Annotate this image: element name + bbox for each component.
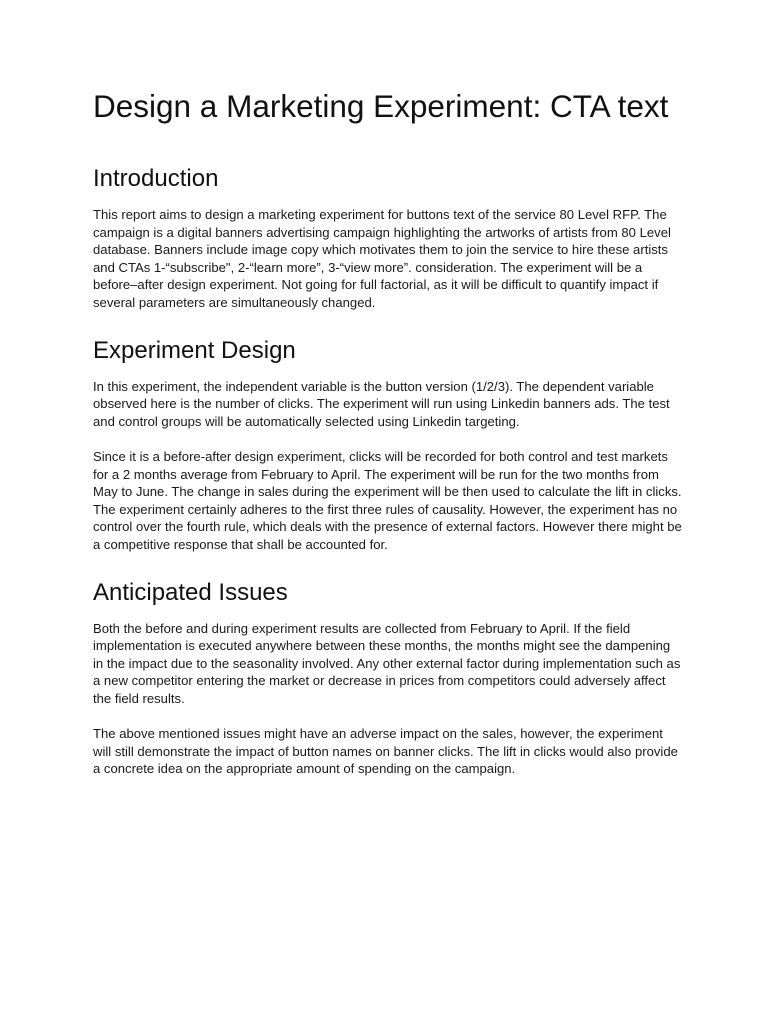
experiment-design-paragraph-1: In this experiment, the independent variable is the button version (1/2/3). The dependent variable observed here is the number of clicks. The experiment will run using Linkedin banners ads. The test and control groups will be automatically selected using Linkedin targeting. [93,378,670,429]
section-heading-experiment-design: Experiment Design [93,336,296,364]
document-page [93,84,683,778]
anticipated-issues-paragraph-1: Both the before and during experiment results are collected from February to April. If the field implementation is executed anywhere between these months, the months might see the dampening in the impact due to the seasonality involved. Any other external factor during implementation such as a new competitor entering the market or decrease in prices from competitors could adversely affect the field results. [93,620,681,706]
anticipated-issues-paragraph-2: The above mentioned issues might have an adverse impact on the sales, however, the experiment will still demonstrate the impact of button names on banner clicks. The lift in clicks would also provide a concrete idea on the appropriate amount of spending on the campaign. [93,726,678,777]
section-experiment-design [93,336,683,554]
experiment-design-paragraph-2: Since it is a before-after design experiment, clicks will be recorded for both control and test markets for a 2 months average from February to April. The experiment will be run for the two months from May to June. The change in sales during the experiment will be then used to calculate the lift in clicks. The experiment certainly adheres to the first three rules of causality. However, the experiment has no control over the fourth rule, which deals with the presence of external factors. However there might be a competitive response that shall be accounted for. [93,448,682,552]
section-anticipated-issues [93,578,683,778]
document-title: Design a Marketing Experiment: CTA text [93,88,669,124]
section-introduction [93,164,683,312]
section-heading-anticipated-issues: Anticipated Issues [93,578,288,606]
section-heading-introduction: Introduction [93,165,219,192]
introduction-paragraph-1: This report aims to design a marketing experiment for buttons text of the service 80 Level RFP. The campaign is a digital banners advertising campaign highlighting the artworks of artists from 80 Level database. Banners include image copy which motivates them to join the service to hire these artists and CTAs 1-“subscribe", 2-“learn more”, 3-“view more”. consideration. The experiment will be a before–after design experiment. Not going for full factorial, as it will be difficult to quantify impact if several parameters are simultaneously changed. [93,207,671,310]
